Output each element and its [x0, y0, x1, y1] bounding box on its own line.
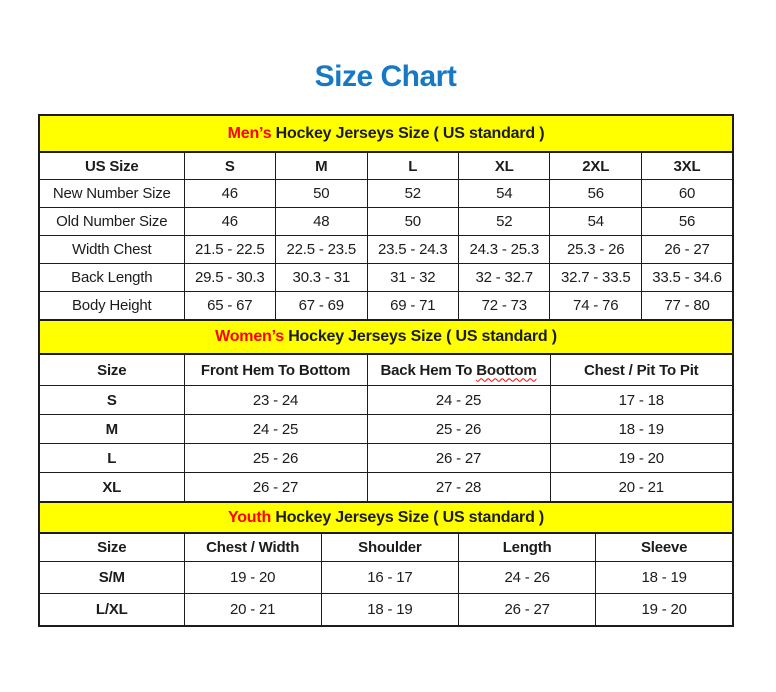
cell-value: 46: [184, 180, 275, 208]
section-title-accent: Men’s: [227, 124, 272, 142]
row-label: L/XL: [39, 594, 184, 627]
cell-value: 16 - 17: [321, 562, 458, 594]
cell-value: 17 - 18: [550, 386, 733, 415]
column-header: Chest / Pit To Pit: [550, 354, 733, 386]
cell-value: 19 - 20: [184, 562, 321, 594]
row-label: S: [39, 386, 184, 415]
table-row: [39, 208, 733, 236]
column-header: 2XL: [550, 152, 641, 180]
cell-value: 20 - 21: [550, 473, 733, 503]
cell-value: 32.7 - 33.5: [550, 264, 641, 292]
cell-value: 24 - 25: [184, 415, 367, 444]
size-table-youth: [38, 501, 734, 627]
cell-value: 52: [458, 208, 549, 236]
cell-value: 26 - 27: [459, 594, 596, 627]
section-title-mens: Men’s Hockey Jerseys Size ( US standard ): [39, 115, 733, 152]
column-header: Size: [39, 354, 184, 386]
cell-value: 19 - 20: [596, 594, 733, 627]
cell-value: 26 - 27: [184, 473, 367, 503]
row-label: Body Height: [39, 292, 184, 321]
table-row: [39, 415, 733, 444]
cell-value: 18 - 19: [596, 562, 733, 594]
cell-value: 23 - 24: [184, 386, 367, 415]
cell-value: 46: [184, 208, 275, 236]
cell-value: 23.5 - 24.3: [367, 236, 458, 264]
cell-value: 25.3 - 26: [550, 236, 641, 264]
cell-value: 65 - 67: [184, 292, 275, 321]
cell-value: 33.5 - 34.6: [641, 264, 733, 292]
section-band-womens: [39, 320, 733, 354]
row-label: M: [39, 415, 184, 444]
cell-value: 18 - 19: [321, 594, 458, 627]
cell-value: 26 - 27: [367, 444, 550, 473]
cell-value: 26 - 27: [641, 236, 733, 264]
cell-value: 50: [367, 208, 458, 236]
column-header: Size: [39, 533, 184, 562]
column-header: US Size: [39, 152, 184, 180]
column-header-row: [39, 533, 733, 562]
table-row: [39, 386, 733, 415]
cell-value: 24.3 - 25.3: [458, 236, 549, 264]
table-row: [39, 594, 733, 627]
cell-value: 29.5 - 30.3: [184, 264, 275, 292]
page-title: Size Chart: [314, 60, 457, 93]
cell-value: 74 - 76: [550, 292, 641, 321]
column-header: Shoulder: [321, 533, 458, 562]
column-header-row: [39, 354, 733, 386]
spellcheck-underlined-word: Boottom: [476, 361, 537, 379]
column-header: Chest / Width: [184, 533, 321, 562]
column-header: XL: [458, 152, 549, 180]
cell-value: 20 - 21: [184, 594, 321, 627]
size-table-womens: [38, 319, 734, 503]
row-label: L: [39, 444, 184, 473]
section-title-accent: Youth: [227, 508, 272, 526]
size-table-mens: [38, 114, 734, 321]
column-header: Front Hem To Bottom: [184, 354, 367, 386]
section-title-youth: Youth Hockey Jerseys Size ( US standard ): [39, 502, 733, 533]
column-header: 3XL: [641, 152, 733, 180]
cell-value: 32 - 32.7: [458, 264, 549, 292]
table-row: [39, 562, 733, 594]
cell-value: 31 - 32: [367, 264, 458, 292]
column-header: L: [367, 152, 458, 180]
cell-value: 72 - 73: [458, 292, 549, 321]
row-label: Old Number Size: [39, 208, 184, 236]
column-header: S: [184, 152, 275, 180]
cell-value: 60: [641, 180, 733, 208]
cell-value: 54: [550, 208, 641, 236]
table-row: [39, 180, 733, 208]
row-label: New Number Size: [39, 180, 184, 208]
cell-value: 69 - 71: [367, 292, 458, 321]
cell-value: 18 - 19: [550, 415, 733, 444]
cell-value: 48: [276, 208, 367, 236]
cell-value: 67 - 69: [276, 292, 367, 321]
cell-value: 27 - 28: [367, 473, 550, 503]
cell-value: 24 - 25: [367, 386, 550, 415]
cell-value: 77 - 80: [641, 292, 733, 321]
row-label: XL: [39, 473, 184, 503]
cell-value: 56: [550, 180, 641, 208]
row-label: Width Chest: [39, 236, 184, 264]
section-band-youth: [39, 502, 733, 533]
section-band-mens: [39, 115, 733, 152]
column-header: Length: [459, 533, 596, 562]
cell-value: 54: [458, 180, 549, 208]
cell-value: 24 - 26: [459, 562, 596, 594]
cell-value: 56: [641, 208, 733, 236]
cell-value: 30.3 - 31: [276, 264, 367, 292]
cell-value: 25 - 26: [184, 444, 367, 473]
table-row: [39, 473, 733, 503]
cell-value: 22.5 - 23.5: [276, 236, 367, 264]
cell-value: 21.5 - 22.5: [184, 236, 275, 264]
cell-value: 50: [276, 180, 367, 208]
cell-value: 25 - 26: [367, 415, 550, 444]
size-chart-tables: [38, 114, 734, 627]
row-label: Back Length: [39, 264, 184, 292]
table-row: [39, 264, 733, 292]
column-header-row: [39, 152, 733, 180]
section-title-womens: Women’s Hockey Jerseys Size ( US standard ): [39, 320, 733, 354]
cell-value: 52: [367, 180, 458, 208]
column-header: Sleeve: [596, 533, 733, 562]
cell-value: 19 - 20: [550, 444, 733, 473]
column-header: M: [276, 152, 367, 180]
table-row: [39, 292, 733, 321]
column-header: Back Hem To Boottom: [367, 354, 550, 386]
table-row: [39, 236, 733, 264]
table-row: [39, 444, 733, 473]
row-label: S/M: [39, 562, 184, 594]
section-title-accent: Women’s: [215, 328, 284, 345]
